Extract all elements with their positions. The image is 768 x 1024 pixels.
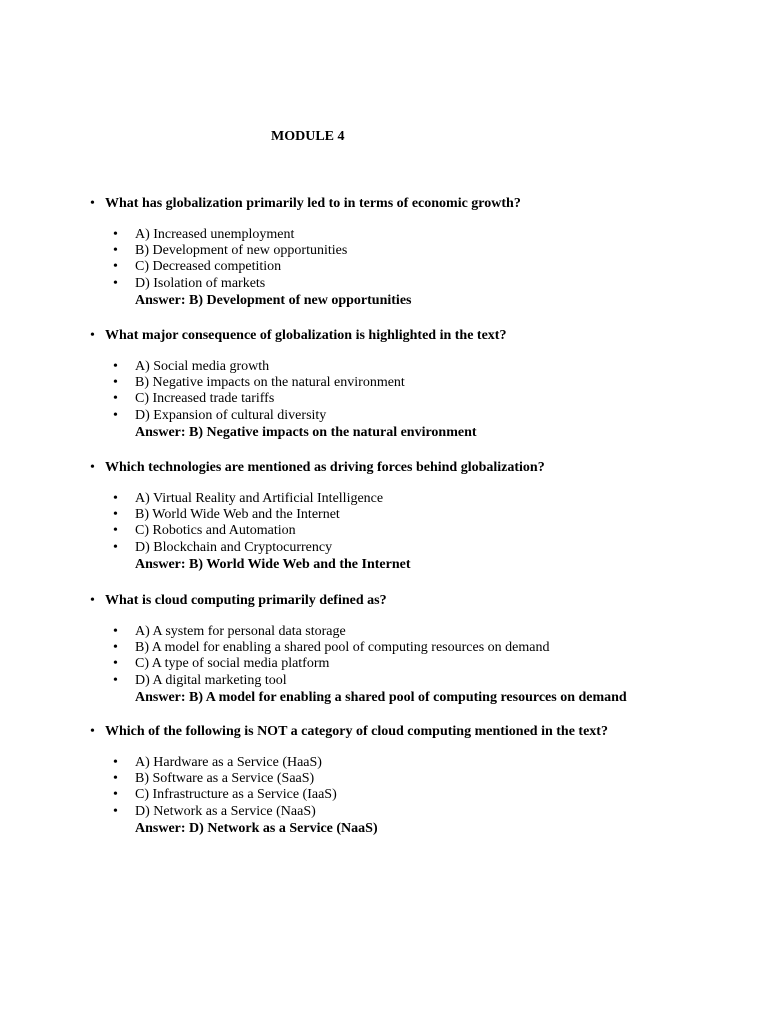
question-item — [90, 195, 750, 213]
question-item — [90, 327, 750, 345]
bullet-icon: • — [113, 803, 118, 819]
question-text: What is cloud computing primarily defined as? — [105, 593, 387, 608]
answer-text: Answer: B) Development of new opportunities — [135, 292, 412, 308]
bullet-icon: • — [90, 724, 95, 739]
option-text: A) Hardware as a Service (HaaS) — [135, 755, 322, 770]
bullet-icon: • — [113, 656, 118, 672]
option-text: C) A type of social media platform — [135, 656, 330, 672]
option-text: A) Social media growth — [135, 359, 270, 374]
option-text: A) A system for personal data storage — [135, 624, 346, 639]
option-item — [90, 656, 750, 672]
option-item — [90, 276, 750, 292]
option-text: D) Blockchain and Cryptocurrency — [135, 539, 333, 555]
bullet-icon: • — [113, 407, 118, 423]
answer-text: Answer: B) Negative impacts on the natural environment — [135, 424, 477, 440]
bullet-icon: • — [113, 787, 118, 803]
option-text: C) Robotics and Automation — [135, 523, 296, 539]
option-text: B) Development of new opportunities — [135, 243, 348, 259]
bullet-icon: • — [113, 227, 118, 242]
option-item — [90, 491, 750, 507]
option-item — [90, 408, 750, 424]
bullet-icon: • — [113, 672, 118, 688]
bullet-icon: • — [113, 507, 118, 523]
option-text: D) Network as a Service (NaaS) — [135, 803, 316, 819]
options-list — [90, 359, 750, 424]
options-list — [90, 491, 750, 556]
question-block — [90, 592, 750, 707]
option-item — [90, 523, 750, 539]
bullet-icon: • — [113, 375, 118, 391]
question-item — [90, 459, 750, 477]
option-item — [90, 375, 750, 391]
question-block — [90, 195, 750, 310]
option-text: B) A model for enabling a shared pool of computing resources on demand — [135, 640, 550, 656]
bullet-icon: • — [113, 243, 118, 259]
bullet-icon: • — [113, 755, 118, 770]
option-item — [90, 640, 750, 656]
bullet-icon: • — [113, 259, 118, 275]
option-item — [90, 359, 750, 375]
option-item — [90, 259, 750, 275]
question-block — [90, 459, 750, 574]
bullet-icon: • — [113, 771, 118, 787]
options-list — [90, 755, 750, 820]
options-list — [90, 624, 750, 689]
option-text: D) Isolation of markets — [135, 275, 266, 291]
bullet-icon: • — [113, 624, 118, 639]
question-block — [90, 327, 750, 442]
option-item — [90, 673, 750, 689]
bullet-icon: • — [113, 391, 118, 407]
question-block — [90, 723, 750, 838]
option-item — [90, 391, 750, 407]
bullet-icon: • — [113, 523, 118, 539]
page-title: MODULE 4 — [271, 129, 345, 144]
question-text: Which technologies are mentioned as driving forces behind globalization? — [105, 460, 545, 475]
option-text: C) Decreased competition — [135, 259, 282, 275]
option-item — [90, 804, 750, 820]
option-item — [90, 755, 750, 771]
bullet-icon: • — [90, 460, 95, 475]
option-text: A) Virtual Reality and Artificial Intelligence — [135, 491, 384, 506]
option-text: D) A digital marketing tool — [135, 672, 287, 688]
option-text: C) Infrastructure as a Service (IaaS) — [135, 787, 337, 803]
option-text: A) Increased unemployment — [135, 227, 295, 242]
answer-text: Answer: B) World Wide Web and the Internet — [135, 556, 411, 572]
option-item — [90, 787, 750, 803]
bullet-icon: • — [113, 275, 118, 291]
bullet-icon: • — [113, 539, 118, 555]
option-text: B) World Wide Web and the Internet — [135, 507, 340, 523]
bullet-icon: • — [113, 640, 118, 656]
option-item — [90, 243, 750, 259]
option-text: B) Negative impacts on the natural environment — [135, 375, 405, 391]
option-item — [90, 624, 750, 640]
bullet-icon: • — [90, 328, 95, 343]
option-item — [90, 771, 750, 787]
option-text: B) Software as a Service (SaaS) — [135, 771, 315, 787]
question-item — [90, 592, 750, 610]
bullet-icon: • — [113, 359, 118, 374]
options-list — [90, 227, 750, 292]
bullet-icon: • — [90, 196, 95, 211]
option-item — [90, 540, 750, 556]
bullet-icon: • — [90, 593, 95, 608]
option-text: C) Increased trade tariffs — [135, 391, 275, 407]
option-item — [90, 507, 750, 523]
question-text: What major consequence of globalization is highlighted in the text? — [105, 328, 507, 343]
option-item — [90, 227, 750, 243]
question-item — [90, 723, 750, 741]
bullet-icon: • — [113, 491, 118, 506]
answer-text: Answer: D) Network as a Service (NaaS) — [135, 820, 378, 836]
question-text: What has globalization primarily led to in terms of economic growth? — [105, 196, 521, 211]
answer-text: Answer: B) A model for enabling a shared pool of computing resources on demand — [135, 689, 627, 705]
option-text: D) Expansion of cultural diversity — [135, 407, 327, 423]
question-text: Which of the following is NOT a category of cloud computing mentioned in the text? — [105, 724, 608, 739]
